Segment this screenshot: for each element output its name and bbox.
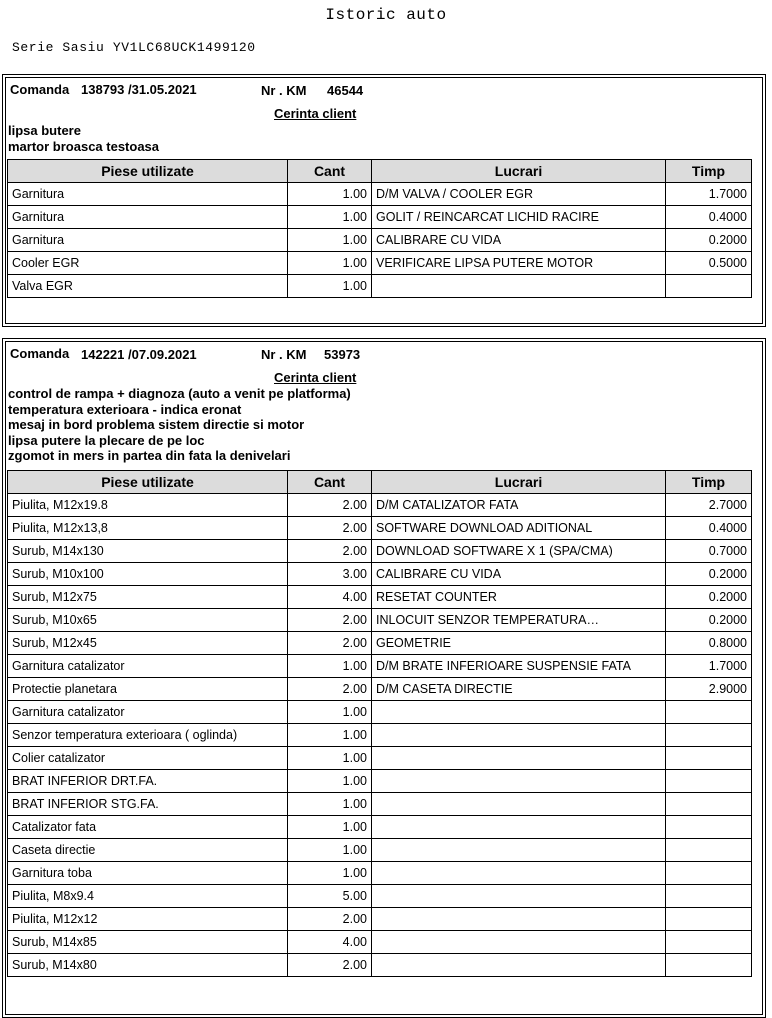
client-request-item: temperatura exterioara - indica eronat	[8, 401, 242, 417]
part-cell: Garnitura catalizator	[8, 701, 288, 724]
table-row	[8, 563, 752, 586]
table-row	[8, 275, 752, 298]
table-row	[8, 931, 752, 954]
work-cell: GEOMETRIE	[372, 632, 666, 655]
table-row	[8, 609, 752, 632]
col-time-header: Timp	[666, 160, 752, 183]
part-cell: Surub, M14x80	[8, 954, 288, 977]
table-row	[8, 954, 752, 977]
order-number: 138793 /31.05.2021	[81, 82, 197, 97]
col-work-header: Lucrari	[372, 471, 666, 494]
part-cell: Surub, M10x100	[8, 563, 288, 586]
table-body	[8, 183, 752, 298]
qty-cell: 1.00	[288, 816, 372, 839]
order-label: Comanda	[10, 346, 70, 361]
time-cell	[666, 862, 752, 885]
part-cell: Garnitura toba	[8, 862, 288, 885]
table-row	[8, 885, 752, 908]
work-cell	[372, 275, 666, 298]
part-cell: Piulita, M12x19.8	[8, 494, 288, 517]
part-cell: Piulita, M12x12	[8, 908, 288, 931]
time-cell: 1.7000	[666, 183, 752, 206]
client-request-label: Cerinta client	[274, 370, 357, 385]
work-cell: SOFTWARE DOWNLOAD ADITIONAL	[372, 517, 666, 540]
table-row	[8, 816, 752, 839]
client-request-list	[8, 123, 159, 154]
time-cell	[666, 770, 752, 793]
client-request-item: mesaj in bord problema sistem directie si motor	[8, 417, 305, 432]
qty-cell: 1.00	[288, 701, 372, 724]
part-cell: Garnitura	[8, 206, 288, 229]
col-time-header: Timp	[666, 471, 752, 494]
part-cell: Surub, M12x75	[8, 586, 288, 609]
part-cell: Senzor temperatura exterioara ( oglinda)	[8, 724, 288, 747]
time-cell	[666, 275, 752, 298]
part-cell: Piulita, M8x9.4	[8, 885, 288, 908]
table-row	[8, 517, 752, 540]
qty-cell: 2.00	[288, 632, 372, 655]
part-cell: Catalizator fata	[8, 816, 288, 839]
table-row	[8, 655, 752, 678]
qty-cell: 4.00	[288, 586, 372, 609]
time-cell	[666, 885, 752, 908]
qty-cell: 2.00	[288, 908, 372, 931]
col-qty-header: Cant	[288, 471, 372, 494]
work-cell: D/M VALVA / COOLER EGR	[372, 183, 666, 206]
client-request-item: control de rampa + diagnoza (auto a venit pe platforma)	[8, 386, 351, 401]
time-cell	[666, 839, 752, 862]
qty-cell: 2.00	[288, 678, 372, 701]
time-cell: 0.5000	[666, 252, 752, 275]
part-cell: Garnitura	[8, 183, 288, 206]
table-row	[8, 494, 752, 517]
table-row	[8, 229, 752, 252]
parts-labor-table	[7, 159, 752, 298]
table-row	[8, 724, 752, 747]
qty-cell: 4.00	[288, 931, 372, 954]
order-block	[2, 74, 766, 327]
work-cell	[372, 931, 666, 954]
qty-cell: 2.00	[288, 517, 372, 540]
col-parts-header: Piese utilizate	[8, 471, 288, 494]
km-label: Nr . KM	[261, 83, 307, 98]
qty-cell: 1.00	[288, 862, 372, 885]
work-cell: CALIBRARE CU VIDA	[372, 229, 666, 252]
time-cell: 2.7000	[666, 494, 752, 517]
work-cell	[372, 770, 666, 793]
table-header-row	[8, 471, 752, 494]
table-row	[8, 252, 752, 275]
order-block	[2, 338, 766, 1018]
time-cell: 0.4000	[666, 206, 752, 229]
work-cell: VERIFICARE LIPSA PUTERE MOTOR	[372, 252, 666, 275]
work-cell: INLOCUIT SENZOR TEMPERATURA…	[372, 609, 666, 632]
qty-cell: 1.00	[288, 724, 372, 747]
work-cell: GOLIT / REINCARCAT LICHID RACIRE	[372, 206, 666, 229]
qty-cell: 5.00	[288, 885, 372, 908]
time-cell: 0.2000	[666, 586, 752, 609]
table-row	[8, 586, 752, 609]
qty-cell: 1.00	[288, 793, 372, 816]
part-cell: BRAT INFERIOR STG.FA.	[8, 793, 288, 816]
part-cell: Protectie planetara	[8, 678, 288, 701]
work-cell: CALIBRARE CU VIDA	[372, 563, 666, 586]
part-cell: Garnitura catalizator	[8, 655, 288, 678]
work-cell	[372, 885, 666, 908]
qty-cell: 1.00	[288, 229, 372, 252]
work-cell: D/M CATALIZATOR FATA	[372, 494, 666, 517]
col-work-header: Lucrari	[372, 160, 666, 183]
time-cell: 0.4000	[666, 517, 752, 540]
work-cell	[372, 724, 666, 747]
table-row	[8, 839, 752, 862]
order-number: 142221 /07.09.2021	[81, 347, 197, 362]
km-label: Nr . KM	[261, 347, 307, 362]
qty-cell: 2.00	[288, 609, 372, 632]
table-row	[8, 908, 752, 931]
work-cell: RESETAT COUNTER	[372, 586, 666, 609]
part-cell: Caseta directie	[8, 839, 288, 862]
qty-cell: 1.00	[288, 206, 372, 229]
time-cell	[666, 724, 752, 747]
client-request-item: lipsa putere la plecare de pe loc	[8, 432, 205, 448]
parts-labor-table	[7, 470, 752, 977]
part-cell: Piulita, M12x13,8	[8, 517, 288, 540]
table-header-row	[8, 160, 752, 183]
time-cell	[666, 954, 752, 977]
qty-cell: 1.00	[288, 252, 372, 275]
time-cell	[666, 908, 752, 931]
col-parts-header: Piese utilizate	[8, 160, 288, 183]
time-cell: 0.7000	[666, 540, 752, 563]
work-cell: DOWNLOAD SOFTWARE X 1 (SPA/CMA)	[372, 540, 666, 563]
time-cell	[666, 816, 752, 839]
client-request-item: lipsa butere	[8, 123, 81, 138]
time-cell: 1.7000	[666, 655, 752, 678]
table-row	[8, 632, 752, 655]
km-value: 53973	[324, 347, 361, 362]
table-row	[8, 701, 752, 724]
km-value: 46544	[327, 83, 364, 98]
part-cell: Surub, M10x65	[8, 609, 288, 632]
work-cell	[372, 839, 666, 862]
time-cell: 0.2000	[666, 609, 752, 632]
work-cell	[372, 816, 666, 839]
work-cell	[372, 747, 666, 770]
col-qty-header: Cant	[288, 160, 372, 183]
part-cell: Garnitura	[8, 229, 288, 252]
client-request-label: Cerinta client	[274, 106, 357, 121]
work-cell	[372, 862, 666, 885]
qty-cell: 1.00	[288, 183, 372, 206]
table-row	[8, 183, 752, 206]
table-row	[8, 862, 752, 885]
time-cell	[666, 931, 752, 954]
table-row	[8, 678, 752, 701]
work-cell: D/M CASETA DIRECTIE	[372, 678, 666, 701]
qty-cell: 1.00	[288, 275, 372, 298]
page-title: Istoric auto	[325, 6, 447, 24]
time-cell	[666, 747, 752, 770]
work-cell	[372, 793, 666, 816]
table-row	[8, 770, 752, 793]
qty-cell: 1.00	[288, 747, 372, 770]
part-cell: Surub, M12x45	[8, 632, 288, 655]
qty-cell: 2.00	[288, 494, 372, 517]
qty-cell: 1.00	[288, 770, 372, 793]
table-row	[8, 540, 752, 563]
time-cell: 0.2000	[666, 563, 752, 586]
part-cell: Colier catalizator	[8, 747, 288, 770]
part-cell: BRAT INFERIOR DRT.FA.	[8, 770, 288, 793]
table-row	[8, 206, 752, 229]
time-cell	[666, 701, 752, 724]
time-cell: 0.2000	[666, 229, 752, 252]
part-cell: Valva EGR	[8, 275, 288, 298]
client-request-item: martor broasca testoasa	[8, 138, 160, 154]
time-cell: 0.8000	[666, 632, 752, 655]
qty-cell: 2.00	[288, 540, 372, 563]
qty-cell: 1.00	[288, 655, 372, 678]
table-row	[8, 747, 752, 770]
time-cell	[666, 793, 752, 816]
qty-cell: 1.00	[288, 839, 372, 862]
order-label: Comanda	[10, 82, 70, 97]
qty-cell: 2.00	[288, 954, 372, 977]
table-body	[8, 494, 752, 977]
work-cell	[372, 908, 666, 931]
part-cell: Surub, M14x130	[8, 540, 288, 563]
client-request-list	[8, 386, 351, 464]
vin-line: Serie Sasiu YV1LC68UCK1499120	[12, 40, 256, 55]
part-cell: Cooler EGR	[8, 252, 288, 275]
client-request-item: zgomot in mers in partea din fata la denivelari	[8, 448, 291, 463]
work-cell	[372, 701, 666, 724]
work-cell: D/M BRATE INFERIOARE SUSPENSIE FATA	[372, 655, 666, 678]
table-row	[8, 793, 752, 816]
work-cell	[372, 954, 666, 977]
part-cell: Surub, M14x85	[8, 931, 288, 954]
qty-cell: 3.00	[288, 563, 372, 586]
time-cell: 2.9000	[666, 678, 752, 701]
